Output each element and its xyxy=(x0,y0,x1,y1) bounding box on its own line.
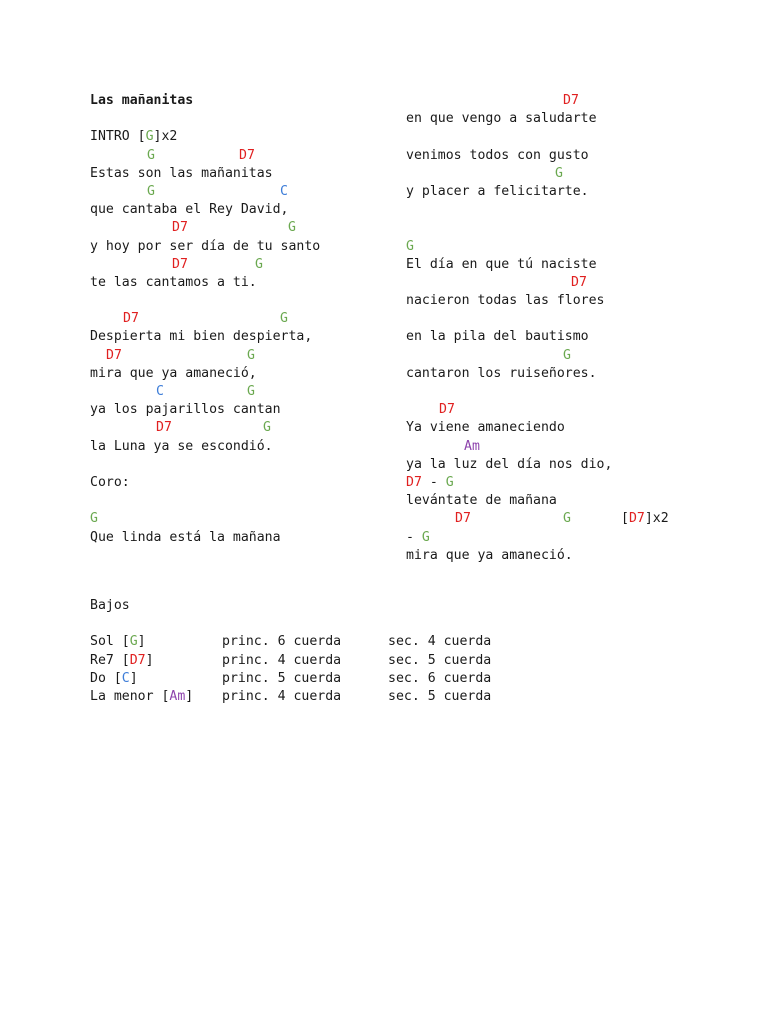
chord-g: G xyxy=(255,256,263,272)
chord-d7: D7 xyxy=(439,402,455,418)
lyric-line: venimos todos con gusto xyxy=(406,147,589,163)
chord-d7: D7 xyxy=(628,511,645,527)
chord-g: G xyxy=(90,511,98,527)
bajos-section xyxy=(90,597,610,706)
chord-d7: D7 xyxy=(455,511,471,527)
chord-c: C xyxy=(156,384,164,399)
chord-line xyxy=(90,383,390,401)
lyric-line: ya los pajarillos cantan xyxy=(90,402,281,418)
lyric-line: El día en que tú naciste xyxy=(406,256,597,272)
sec-string: sec. 6 cuerda xyxy=(388,670,492,686)
lyric-line: en la pila del bautismo xyxy=(406,329,589,345)
chord-d7: D7 xyxy=(156,420,172,436)
chord-line xyxy=(406,165,706,183)
chord-g: G xyxy=(280,311,288,327)
chord-line xyxy=(90,183,390,201)
lyric-line: Estas son las mañanitas xyxy=(90,165,273,181)
lyric-line: nacieron todas las flores xyxy=(406,293,605,309)
left-column xyxy=(90,92,390,547)
chord-line xyxy=(406,274,706,292)
chord-line xyxy=(406,92,706,110)
chord-g: G xyxy=(247,384,255,399)
chord-g: G xyxy=(563,511,571,527)
lyric-line: levántate de mañana xyxy=(406,493,557,509)
chord-g: G xyxy=(147,183,155,199)
bass-row: La menor [Am] princ. 4 cuerda sec. 5 cuerda xyxy=(90,688,610,706)
lyric-line: cantaron los ruiseñores. xyxy=(406,365,597,381)
chord-d7: D7 xyxy=(106,347,122,363)
right-column xyxy=(406,92,706,565)
bass-row: Re7 [D7] princ. 4 cuerda sec. 5 cuerda xyxy=(90,652,610,670)
chord-line xyxy=(90,147,390,165)
chord-line xyxy=(406,438,706,456)
lyric-line: ya la luz del día nos dio, xyxy=(406,456,613,472)
lyric-line: mira que ya amaneció. xyxy=(406,547,573,563)
sec-string: sec. 4 cuerda xyxy=(388,634,492,650)
sec-string: sec. 5 cuerda xyxy=(388,652,492,668)
lyric-line: Ya viene amaneciendo xyxy=(406,420,565,436)
chord-line xyxy=(90,310,390,328)
chord-d7: D7 xyxy=(406,474,422,490)
chord-g: G xyxy=(263,420,271,436)
chord-line xyxy=(90,419,390,437)
intro-line: INTRO [G]x2 xyxy=(90,129,178,145)
chord-g: G xyxy=(563,347,571,363)
chord-c: C xyxy=(121,670,130,686)
lyric-line: que cantaba el Rey David, xyxy=(90,202,289,218)
lyric-line: y hoy por ser día de tu santo xyxy=(90,238,321,254)
chord-line: - G xyxy=(406,529,430,545)
chord-d7: D7 xyxy=(172,256,188,272)
princ-string: princ. 4 cuerda xyxy=(222,688,342,704)
chord-line xyxy=(90,256,390,274)
princ-string: princ. 5 cuerda xyxy=(222,670,342,686)
chord-d7: D7 xyxy=(172,220,188,236)
chord-line xyxy=(90,510,390,528)
chord-d7: D7 xyxy=(123,311,139,327)
chord-g: G xyxy=(247,347,255,363)
chord-line xyxy=(406,347,706,365)
chord-line xyxy=(406,401,706,419)
chord-line xyxy=(90,219,390,237)
bass-row: Sol [G] princ. 6 cuerda sec. 4 cuerda xyxy=(90,633,610,651)
lyric-line: te las cantamos a ti. xyxy=(90,274,257,290)
chord-d7: D7 xyxy=(239,147,255,163)
lyric-line: mira que ya amaneció, xyxy=(90,365,257,381)
chord-d7: D7 xyxy=(129,652,146,668)
lyric-line: en que vengo a saludarte xyxy=(406,111,597,127)
chord-g: G xyxy=(147,147,155,163)
song-title: Las mañanitas xyxy=(90,93,194,108)
bass-row: Do [C] princ. 5 cuerda sec. 6 cuerda xyxy=(90,670,610,688)
chord-g: G xyxy=(129,634,138,650)
lyric-line: y placer a felicitarte. xyxy=(406,183,589,199)
chord-line xyxy=(406,238,706,256)
chord-g: G xyxy=(421,529,430,545)
chord-line xyxy=(90,347,390,365)
lyric-line: Despierta mi bien despierta, xyxy=(90,329,313,345)
princ-string: princ. 6 cuerda xyxy=(222,634,342,650)
chord-am: Am xyxy=(169,688,186,704)
lyric-line: la Luna ya se escondió. xyxy=(90,438,273,454)
chord-c: C xyxy=(280,183,288,199)
chord-am: Am xyxy=(464,438,480,454)
bajos-title: Bajos xyxy=(90,598,130,613)
chord-g: G xyxy=(555,165,563,181)
sec-string: sec. 5 cuerda xyxy=(388,688,492,704)
chord-g: G xyxy=(406,238,414,254)
chord-g: G xyxy=(145,129,154,145)
chord-g: G xyxy=(288,220,296,236)
chord-line: D7 - G xyxy=(406,474,454,490)
coro-label: Coro: xyxy=(90,474,130,490)
chord-d7: D7 xyxy=(571,274,587,290)
lyric-line: Que linda está la mañana xyxy=(90,529,281,545)
chord-g: G xyxy=(445,474,454,490)
princ-string: princ. 4 cuerda xyxy=(222,652,342,668)
chord-d7: D7 xyxy=(563,93,579,108)
chord-line: D7 G [D7]x2 xyxy=(406,510,706,528)
